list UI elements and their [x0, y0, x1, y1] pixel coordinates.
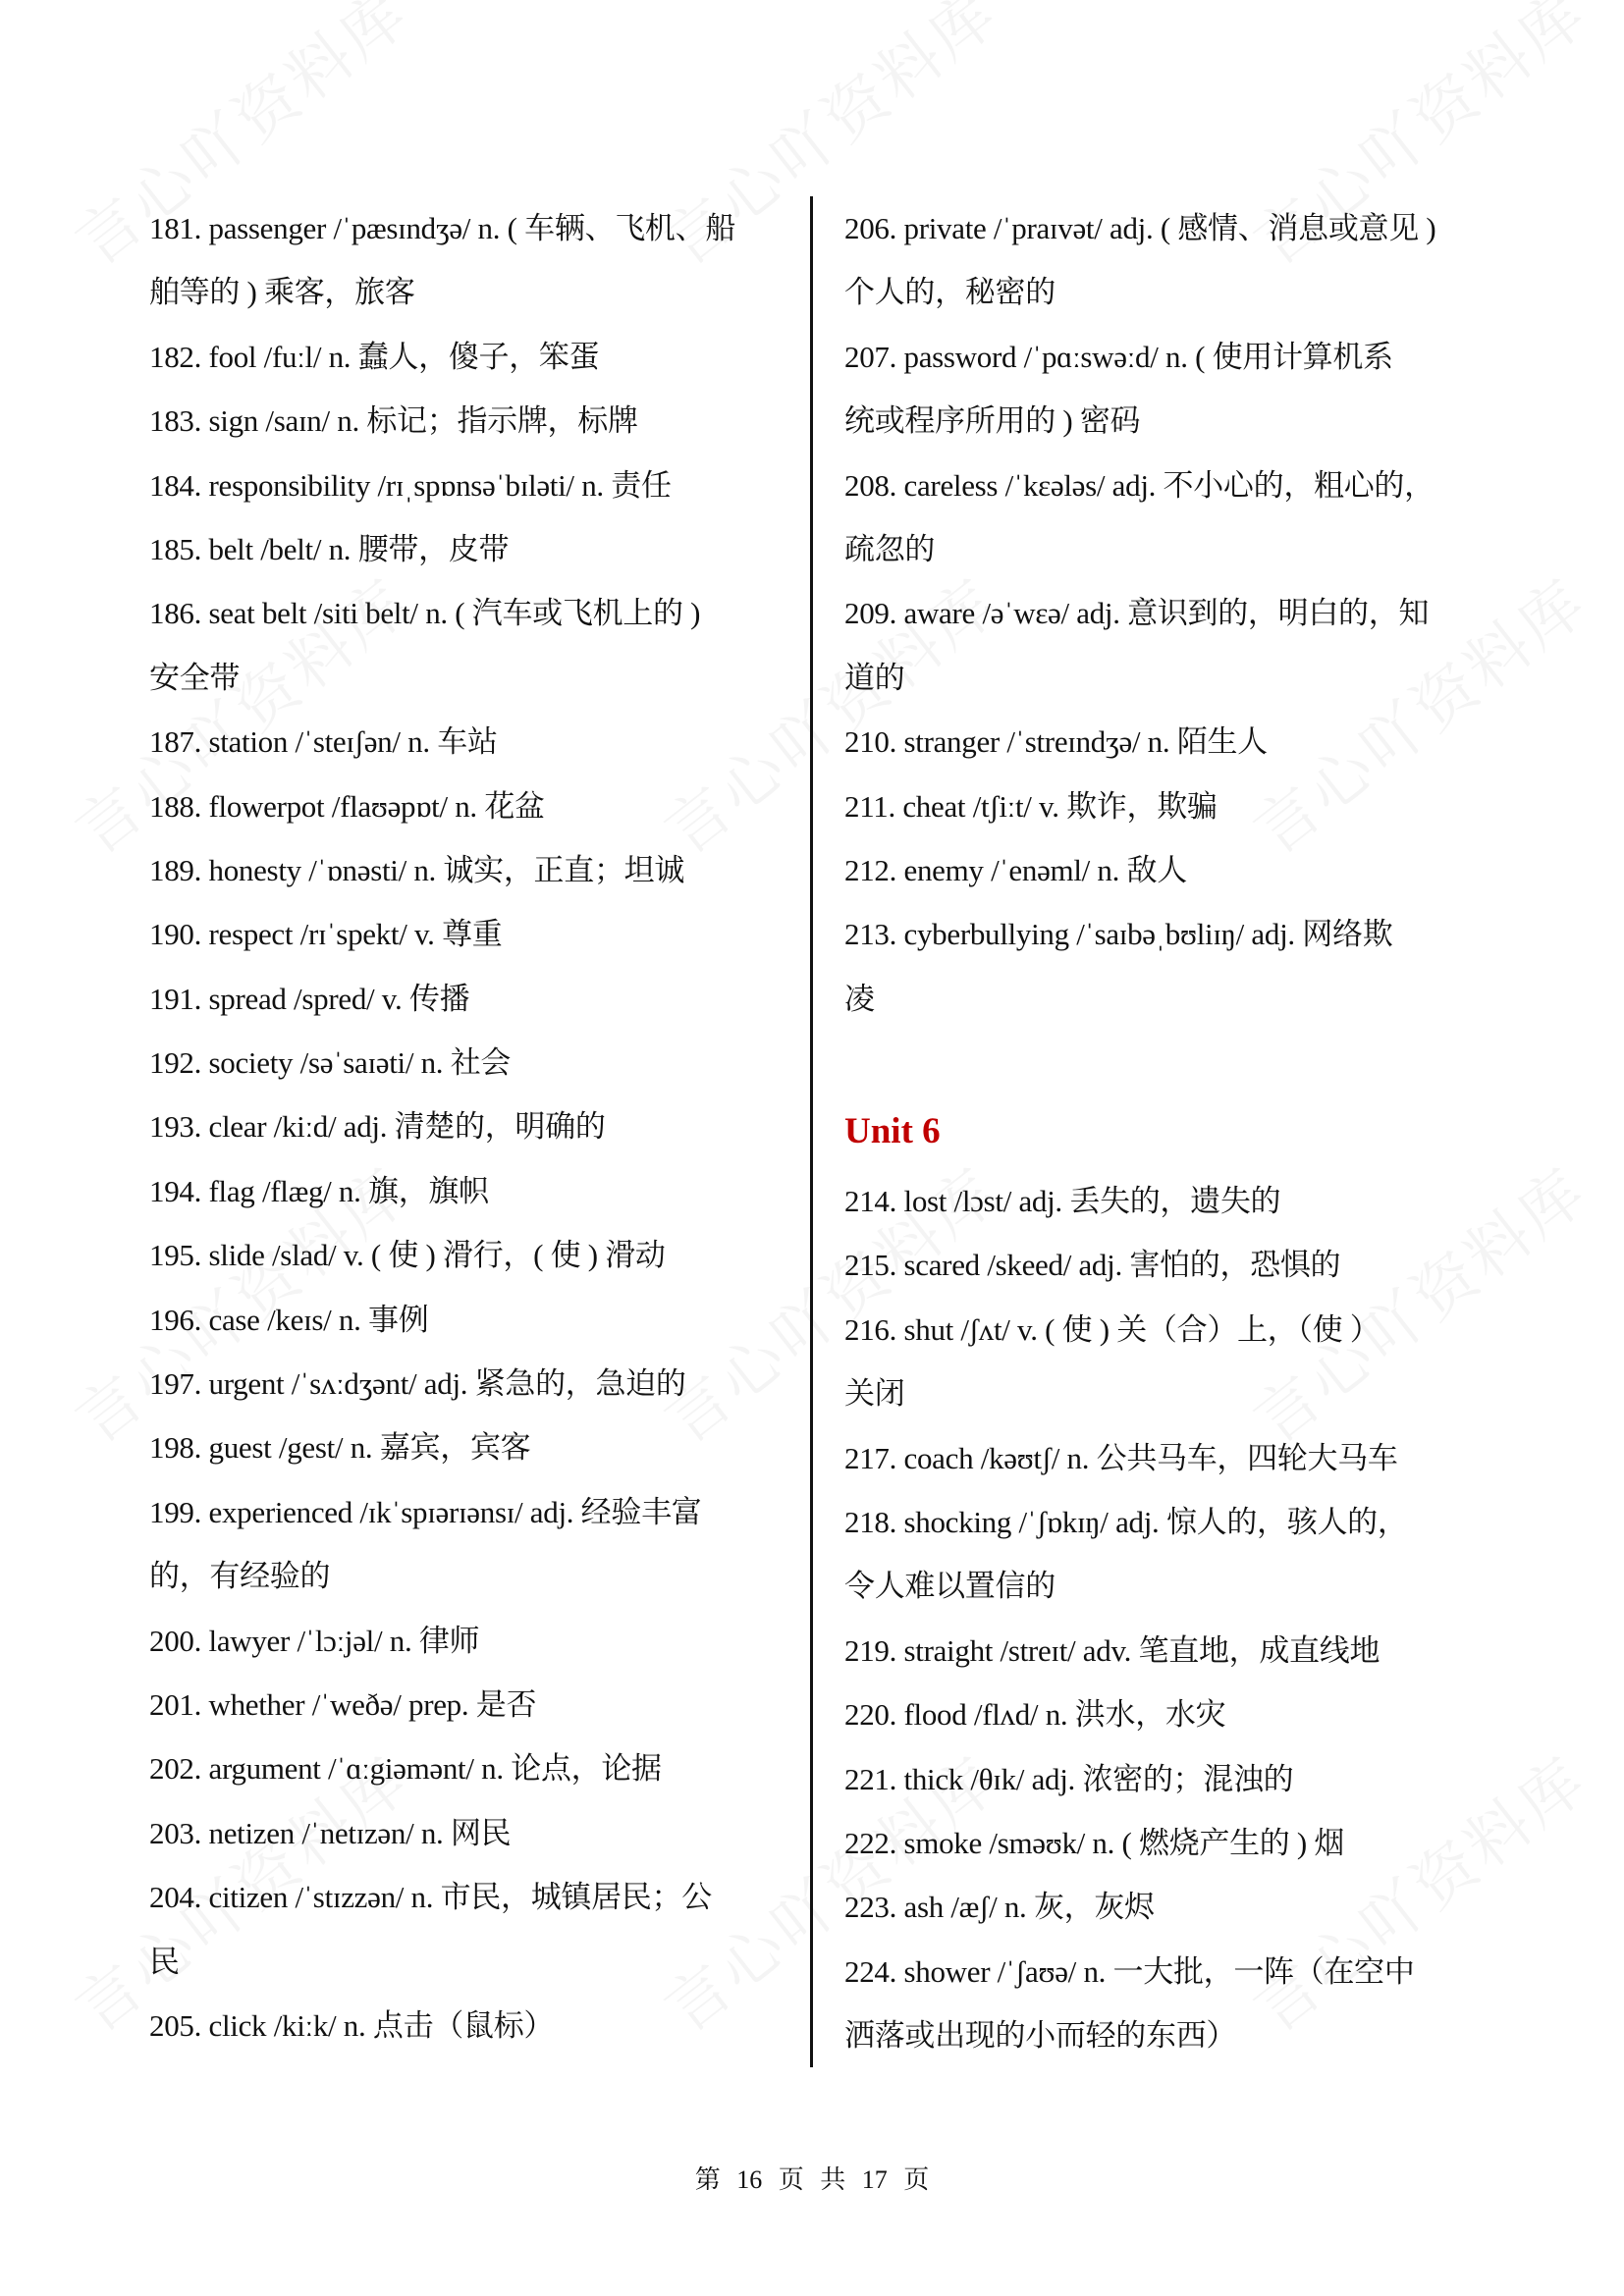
vocab-line: 凌 [844, 981, 875, 1016]
vocab-line: 205. click /kiːk/ n. 点击（鼠标） [149, 2007, 555, 2043]
vocab-line: 217. coach /kəʊtʃ/ n. 公共马车，四轮大马车 [844, 1440, 1398, 1475]
column-divider [810, 196, 813, 2067]
vocab-line: 道的 [844, 660, 905, 695]
vocab-line: 208. careless /ˈkɛələs/ adj. 不小心的，粗心的， [844, 467, 1435, 503]
vocab-line: 190. respect /rɪˈspekt/ v. 尊重 [149, 917, 503, 952]
vocab-line: 213. cyberbullying /ˈsaɪbəˌbʊliɪŋ/ adj. 网络欺 [844, 917, 1393, 952]
vocab-line: 191. spread /spred/ v. 传播 [149, 981, 470, 1016]
vocab-line: 199. experienced /ɪkˈspɪərɪənsɪ/ adj. 经验丰富 [149, 1494, 702, 1529]
vocab-line: 219. straight /streɪt/ adv. 笔直地，成直线地 [844, 1632, 1380, 1668]
vocab-line: 184. responsibility /rɪˌspɒnsəˈbɪləti/ n. 责任 [149, 467, 672, 503]
vocab-line: 204. citizen /ˈstɪzzən/ n. 市民，城镇居民；公 [149, 1880, 712, 1915]
vocab-line: 疏忽的 [844, 531, 936, 566]
vocab-line: 209. aware /əˈwɛə/ adj. 意识到的，明白的，知 [844, 596, 1430, 631]
vocab-line: 210. stranger /ˈstreɪndʒə/ n. 陌生人 [844, 724, 1268, 760]
vocab-line: 193. clear /kiːd/ adj. 清楚的，明确的 [149, 1109, 606, 1145]
vocab-line: 198. guest /gest/ n. 嘉宾，宾客 [149, 1430, 531, 1466]
vocab-line: 关闭 [844, 1376, 905, 1412]
vocab-line: 207. password /ˈpɑːswəːd/ n. ( 使用计算机系 [844, 339, 1393, 374]
vocab-line: 218. shocking /ˈʃɒkɪŋ/ adj. 惊人的，骇人的， [844, 1505, 1408, 1540]
vocab-line: 216. shut /ʃʌt/ v. ( 使 ) 关（合）上，（使 ） [844, 1311, 1380, 1347]
vocab-line: 220. flood /flʌd/ n. 洪水，水灾 [844, 1697, 1226, 1733]
vocab-line: 224. shower /ˈʃaʊə/ n. 一大批，一阵（在空中 [844, 1953, 1415, 1989]
vocab-line: 214. lost /lɔst/ adj. 丢失的，遗失的 [844, 1184, 1281, 1219]
vocab-line: 192. society /səˈsaɪəti/ n. 社会 [149, 1045, 512, 1081]
vocab-line: 197. urgent /ˈsʌːdʒənt/ adj. 紧急的，急迫的 [149, 1366, 686, 1402]
page-number: 第 16 页 共 17 页 [694, 2165, 930, 2194]
vocab-line: 182. fool /fuːl/ n. 蠢人，傻子，笨蛋 [149, 339, 600, 374]
vocab-line: 215. scared /skeed/ adj. 害怕的，恐惧的 [844, 1248, 1341, 1283]
vocab-line: 统或程序所用的 ) 密码 [844, 403, 1141, 439]
vocab-line: 194. flag /flæg/ n. 旗，旗帜 [149, 1173, 489, 1208]
right-column [844, 196, 1512, 2068]
vocab-line: 舶等的 ) 乘客，旅客 [149, 275, 415, 310]
vocab-line: 223. ash /æʃ/ n. 灰，灰烬 [844, 1890, 1155, 1925]
unit-heading: Unit 6 [844, 1111, 941, 1152]
vocab-line: 200. lawyer /ˈlɔːjəl/ n. 律师 [149, 1623, 480, 1658]
vocab-line: 民 [149, 1944, 180, 1979]
vocab-line: 令人难以置信的 [844, 1569, 1056, 1604]
vocab-line: 181. passenger /ˈpæsɪndʒə/ n. ( 车辆、飞机、船 [149, 211, 736, 245]
vocab-line: 201. whether /ˈweðə/ prep. 是否 [149, 1686, 537, 1722]
vocab-line: 183. sign /saɪn/ n. 标记；指示牌，标牌 [149, 403, 638, 439]
vocab-line: 211. cheat /tʃiːt/ v. 欺诈，欺骗 [844, 788, 1218, 824]
left-column [149, 196, 787, 2057]
vocab-line: 221. thick /θɪk/ adj. 浓密的；混浊的 [844, 1761, 1294, 1796]
vocab-line: 安全带 [149, 660, 241, 695]
vocab-line: 212. enemy /ˈenəml/ n. 敌人 [844, 852, 1187, 887]
vocab-line: 202. argument /ˈɑːgiəmənt/ n. 论点，论据 [149, 1751, 662, 1787]
vocab-line: 187. station /ˈsteɪʃən/ n. 车站 [149, 724, 498, 760]
vocab-line: 195. slide /slad/ v. ( 使 ) 滑行，( 使 ) 滑动 [149, 1238, 666, 1273]
vocab-line: 186. seat belt /siti belt/ n. ( 汽车或飞机上的 ) [149, 596, 701, 631]
vocab-line: 的，有经验的 [149, 1559, 331, 1594]
vocab-line: 188. flowerpot /flaʊəpɒt/ n. 花盆 [149, 788, 545, 824]
vocab-line: 196. case /keɪs/ n. 事例 [149, 1302, 429, 1337]
vocab-line: 洒落或出现的小而轻的东西） [844, 2018, 1237, 2054]
vocab-line: 222. smoke /sməʊk/ n. ( 燃烧产生的 ) 烟 [844, 1825, 1345, 1860]
vocab-line: 185. belt /belt/ n. 腰带，皮带 [149, 531, 510, 566]
vocab-line: 203. netizen /ˈnetɪzən/ n. 网民 [149, 1815, 512, 1850]
vocab-line: 206. private /ˈpraɪvət/ adj. ( 感情、消息或意见 ) [844, 211, 1436, 245]
vocab-line: 个人的，秘密的 [844, 275, 1056, 310]
vocab-line: 189. honesty /ˈɒnəsti/ n. 诚实，正直；坦诚 [149, 852, 685, 887]
